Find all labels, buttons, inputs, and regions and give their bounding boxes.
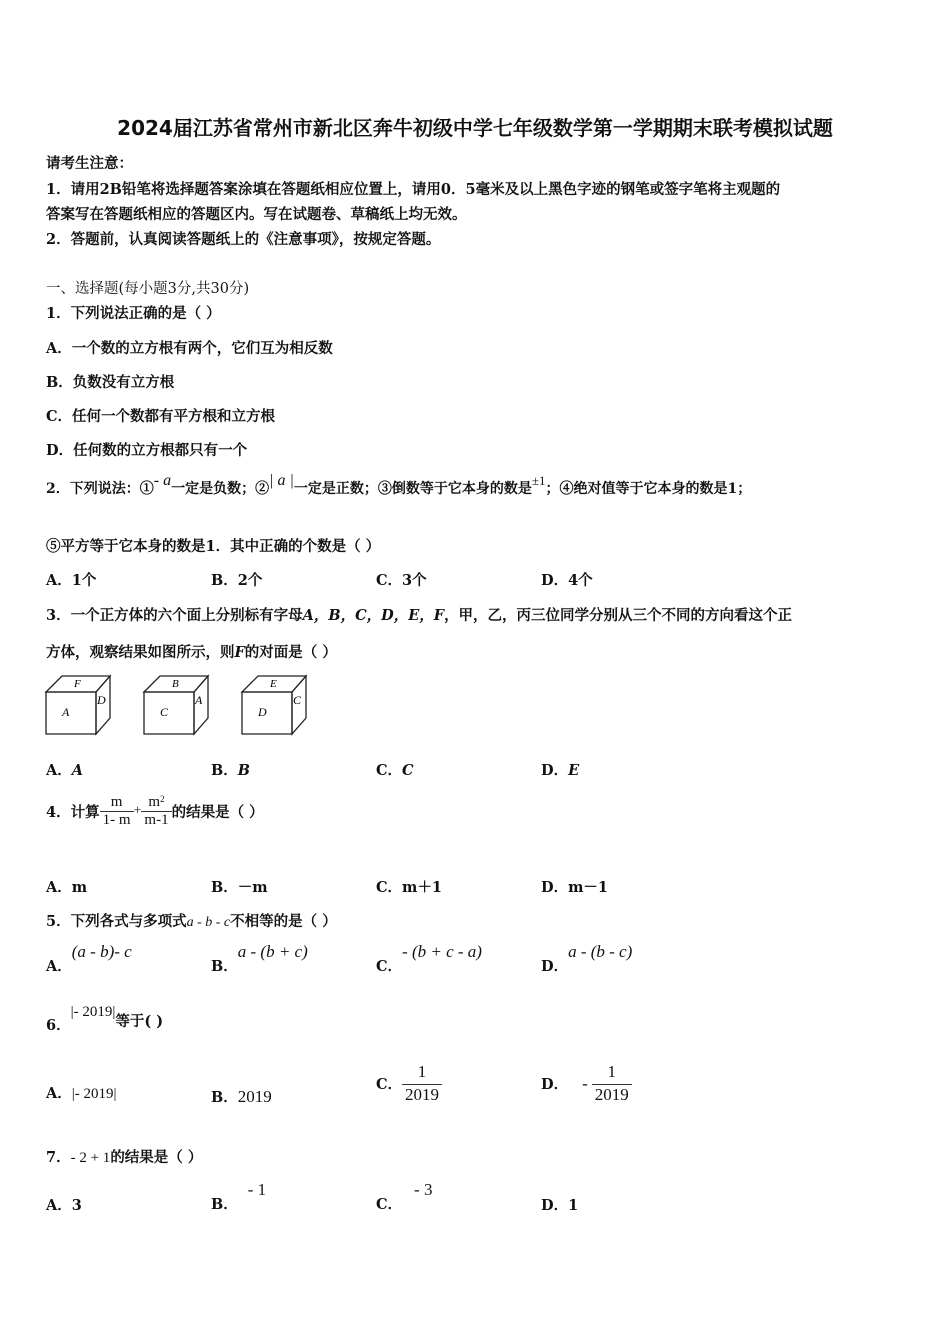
q5-c-label: C． xyxy=(376,958,403,975)
q4-fraction-1 xyxy=(100,794,134,829)
q5-text-2: 不相等的是（ ） xyxy=(230,913,337,930)
q3-option-a[interactable] xyxy=(46,759,83,780)
q7-option-c[interactable] xyxy=(376,1180,432,1214)
q3-b-value: B xyxy=(237,762,251,779)
q6-c-label: C． xyxy=(376,1076,403,1093)
q1-option-c[interactable]: C．任何一个数都有平方根和立方根 xyxy=(46,408,276,425)
cube-view-2 xyxy=(142,672,212,736)
q6-expression: |- 2019| xyxy=(70,1004,116,1020)
q3-c-value: C xyxy=(402,762,414,779)
q3-d-value: E xyxy=(568,762,580,779)
q5-option-c[interactable] xyxy=(376,942,482,976)
q4-f2-denominator: m-1 xyxy=(144,812,169,828)
q7-option-b[interactable] xyxy=(211,1180,266,1214)
q4-option-c[interactable]: C．m＋1 xyxy=(376,879,442,896)
q4-f2-numerator: m xyxy=(148,794,161,810)
q4-fraction-2 xyxy=(141,794,171,829)
q6-c-numerator: 1 xyxy=(402,1062,442,1085)
q2-math-neg-a: - a xyxy=(153,472,172,489)
q3-option-c[interactable] xyxy=(376,759,414,780)
q6-d-fraction xyxy=(592,1062,632,1105)
q4-plus: + xyxy=(133,803,142,819)
cube-3-side-label: C xyxy=(293,693,302,707)
q2-stem xyxy=(46,472,752,498)
cube-2-front-label: C xyxy=(160,705,169,719)
q6-c-fraction xyxy=(402,1062,442,1105)
q6-d-sign: - xyxy=(582,1073,588,1093)
q3-stem-line-1 xyxy=(46,604,792,625)
q6-d-numerator: 1 xyxy=(592,1062,632,1085)
q1-option-a[interactable]: A．一个数的立方根有两个，它们互为相反数 xyxy=(46,340,333,357)
page-title: 2024届江苏省常州市新北区奔牛初级中学七年级数学第一学期期末联考模拟试题 xyxy=(117,116,833,140)
q6-option-c[interactable] xyxy=(376,1062,442,1105)
q6-a-value: |- 2019| xyxy=(71,1086,117,1102)
q5-option-d[interactable] xyxy=(541,942,632,976)
q4-f2-exponent: 2 xyxy=(160,794,165,804)
q7-text-1: 7． xyxy=(46,1149,71,1166)
q2-option-d[interactable]: D．4个 xyxy=(541,572,593,589)
notice-line-2: 2．答题前，认真阅读答题纸上的《注意事项》，按规定答题。 xyxy=(46,231,441,248)
q2-math-pm1: ±1 xyxy=(531,473,546,488)
q3-text-2: ，甲，乙，丙三位同学分别从三个不同的方向看这个正 xyxy=(444,607,793,624)
q3-option-b[interactable] xyxy=(211,759,250,780)
q1-option-d[interactable]: D．任何数的立方根都只有一个 xyxy=(46,442,248,459)
q4-option-a[interactable]: A．m xyxy=(46,879,88,896)
q5-text-1: 5．下列各式与多项式 xyxy=(46,913,187,930)
q5-a-value: (a - b)- c xyxy=(71,942,132,961)
q6-option-b[interactable] xyxy=(211,1086,272,1107)
cube-1-side-label: D xyxy=(97,693,106,707)
q3-d-label: D． xyxy=(541,762,569,779)
q5-d-value: a - (b - c) xyxy=(568,942,633,961)
notice-line-1a: 1．请用2B铅笔将选择题答案涂填在答题纸相应位置上，请用0．5毫米及以上黑色字迹的钢笔或签字笔将主观题的 xyxy=(46,181,781,198)
q3-option-d[interactable] xyxy=(541,759,579,780)
q3-text-1: 3．一个正方体的六个面上分别标有字母 xyxy=(46,607,303,624)
q5-expression: a - b - c xyxy=(186,915,231,930)
q6-d-denominator: 2019 xyxy=(594,1085,629,1104)
cube-2-top-label: B xyxy=(172,678,179,690)
q5-b-label: B． xyxy=(211,958,238,975)
q3-text-3: 方体，观察结果如图所示，则 xyxy=(46,644,235,661)
cube-1-front-label: A xyxy=(62,705,70,719)
q5-c-value: - (b + c - a) xyxy=(402,942,482,961)
q2-option-a[interactable]: A．1个 xyxy=(46,572,97,589)
q4-option-b[interactable]: B．－m xyxy=(211,879,268,896)
q3-letter-f: F xyxy=(234,644,245,661)
q4-text-2: 的结果是（ ） xyxy=(171,804,264,821)
q4-f1-numerator: m xyxy=(100,794,134,812)
notice-line-1b: 答案写在答题纸相应的答题区内。写在试题卷、草稿纸上均无效。 xyxy=(46,206,467,223)
cube-3-top-label: E xyxy=(270,678,277,690)
q5-d-label: D． xyxy=(541,958,569,975)
q2-stem-line-2: ⑤平方等于它本身的数是1．其中正确的个数是（ ） xyxy=(46,538,381,555)
q2-option-c[interactable]: C．3个 xyxy=(376,572,427,589)
q3-b-label: B． xyxy=(211,762,238,779)
q6-option-d[interactable] xyxy=(541,1062,632,1105)
q7-expression: - 2 + 1 xyxy=(70,1150,111,1166)
q1-stem: 1．下列说法正确的是（ ） xyxy=(46,305,221,322)
q5-b-value: a - (b + c) xyxy=(237,942,308,961)
q1-option-b[interactable]: B．负数没有立方根 xyxy=(46,374,175,391)
q6-stem xyxy=(46,1003,163,1035)
q7-stem xyxy=(46,1146,202,1167)
q7-c-value: - 3 xyxy=(414,1180,433,1199)
cube-3-front-label: D xyxy=(258,705,267,719)
q7-text-2: 的结果是（ ） xyxy=(110,1149,203,1166)
q2-text-1: 2．下列说法：① xyxy=(46,481,154,497)
notice-heading: 请考生注意： xyxy=(46,155,133,172)
q2-option-b[interactable]: B．2个 xyxy=(211,572,263,589)
q5-option-b[interactable] xyxy=(211,942,308,976)
q4-text-1: 4．计算 xyxy=(46,804,100,821)
cube-1-top-label: F xyxy=(74,678,81,690)
q7-option-d[interactable]: D．1 xyxy=(541,1197,579,1214)
q5-a-label: A． xyxy=(46,958,72,975)
q5-stem xyxy=(46,910,337,931)
q6-option-a[interactable] xyxy=(46,1082,117,1103)
cube-view-1 xyxy=(44,672,114,736)
q3-c-label: C． xyxy=(376,762,403,779)
q2-text-3: 一定是正数；③倒数等于它本身的数是 xyxy=(293,481,532,497)
q4-stem xyxy=(46,794,264,829)
q6-b-label: B． xyxy=(211,1089,238,1106)
q2-math-abs-a: | a | xyxy=(269,472,294,489)
q4-option-d[interactable]: D．m－1 xyxy=(541,879,609,896)
q6-c-denominator: 2019 xyxy=(405,1085,440,1104)
q7-b-label: B． xyxy=(211,1196,238,1213)
cube-2-side-label: A xyxy=(195,693,203,707)
q7-c-label: C． xyxy=(376,1196,403,1213)
q3-letters: A，B，C，D，E，F xyxy=(302,607,445,624)
q7-b-value: - 1 xyxy=(247,1180,267,1199)
q6-text-1: 6． xyxy=(46,1017,71,1034)
q5-option-a[interactable] xyxy=(46,942,132,976)
section-heading: 一、选择题(每小题3分,共30分) xyxy=(46,281,250,297)
q3-text-4: 的对面是（ ） xyxy=(244,644,337,661)
q3-stem-line-2 xyxy=(46,641,337,662)
q2-text-4: ；④绝对值等于它本身的数是1； xyxy=(545,481,752,497)
q3-a-value: A xyxy=(71,762,84,779)
q6-a-label: A． xyxy=(46,1085,72,1102)
q6-d-label: D． xyxy=(541,1076,569,1093)
q7-option-a[interactable]: A．3 xyxy=(46,1197,82,1214)
q2-text-2: 一定是负数；② xyxy=(171,481,270,497)
q4-f1-denominator: 1- m xyxy=(102,812,131,828)
q6-text-2: 等于( ) xyxy=(115,1013,164,1030)
q6-b-value: 2019 xyxy=(237,1087,272,1106)
q3-a-label: A． xyxy=(46,762,72,779)
cube-view-3 xyxy=(240,672,310,736)
